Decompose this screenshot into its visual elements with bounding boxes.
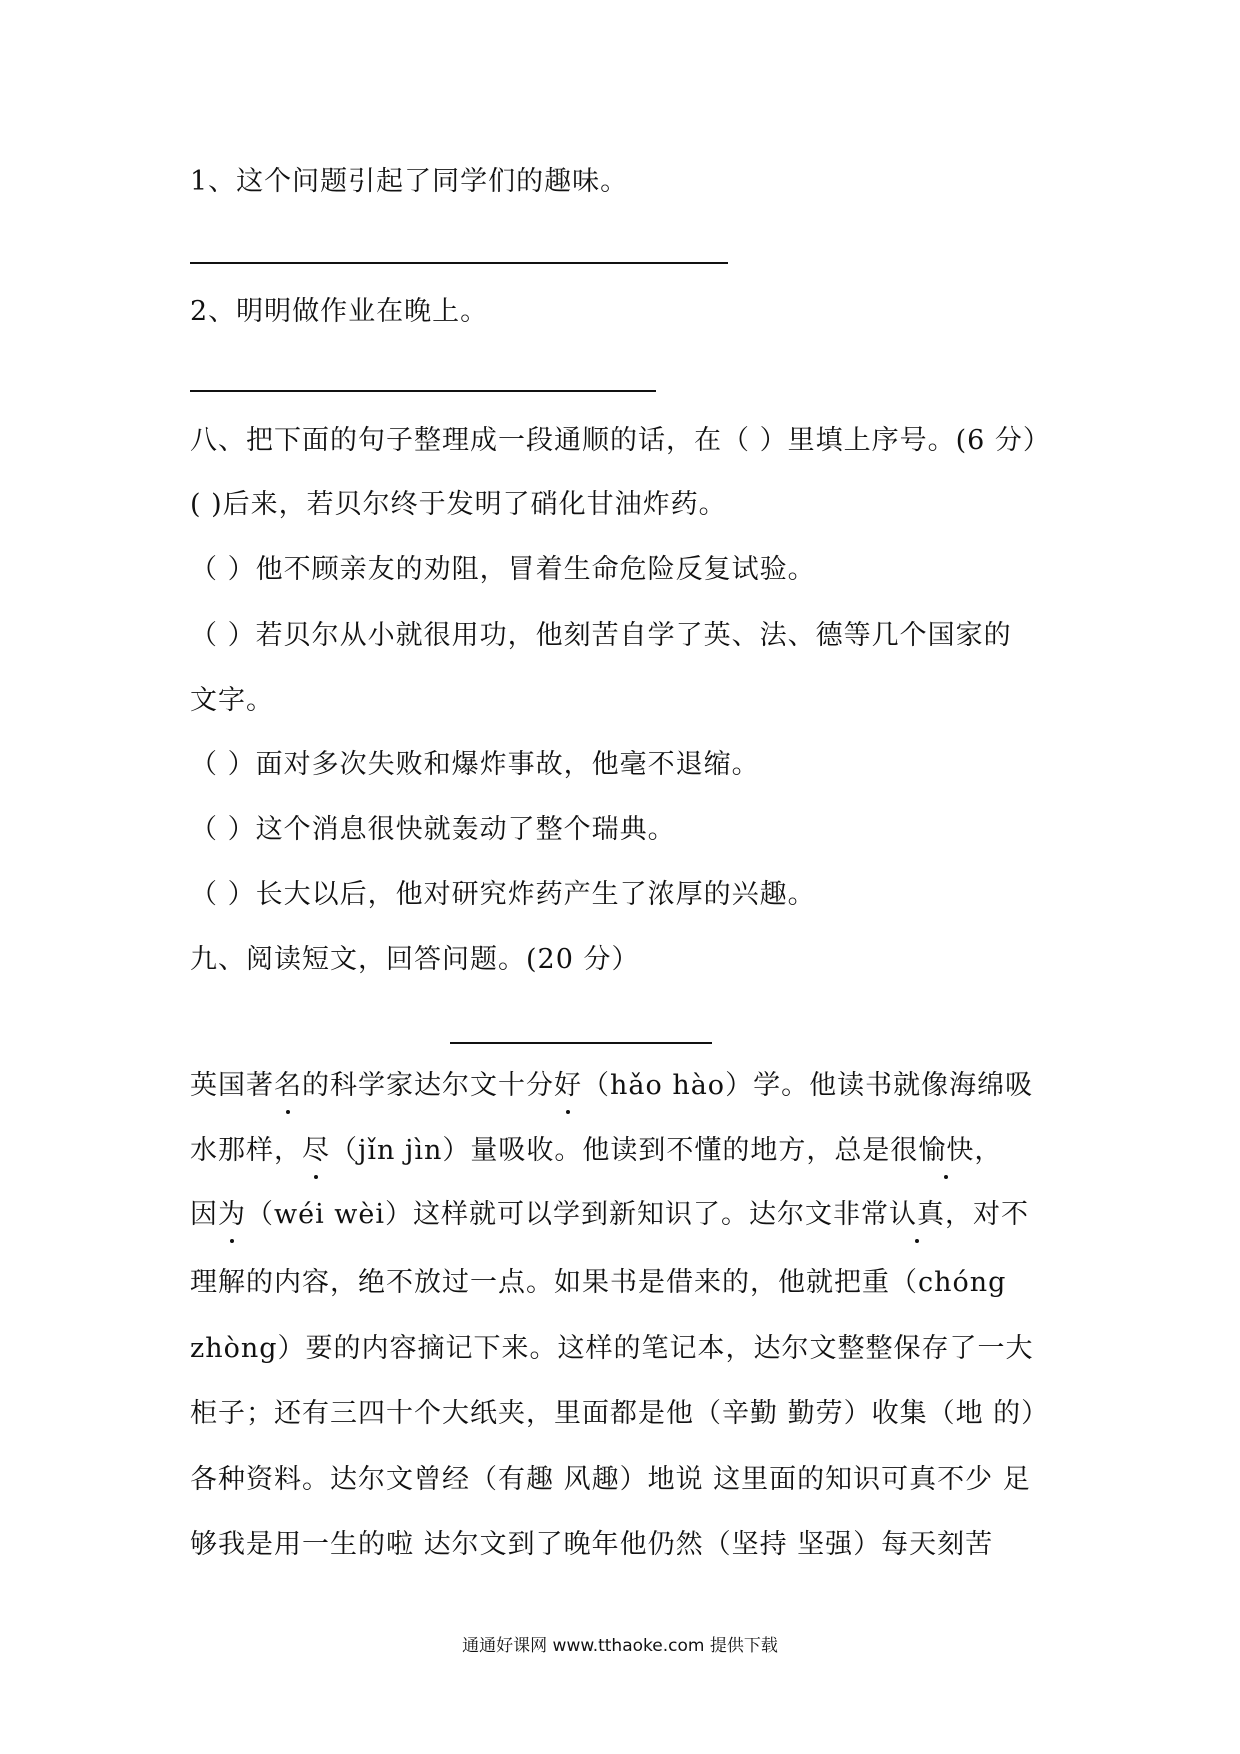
q8-item-4: （ ）面对多次失败和爆炸事故，他毫不退缩。 — [190, 749, 760, 780]
dotted-word: 愉快 — [918, 1131, 974, 1171]
q9-heading: 九、阅读短文，回答问题。(20 分） — [190, 944, 640, 975]
dotted-char: 好 — [554, 1066, 582, 1106]
text-segment: 水那样， — [190, 1135, 302, 1166]
q8-item-3-cont: 文字。 — [190, 685, 274, 716]
q7-sentence-1: 1、这个问题引起了同学们的趣味。 — [190, 166, 629, 197]
passage-line-4: 理解的内容，绝不放过一点。如果书是借来的，他就把重（chóng — [190, 1267, 1007, 1298]
passage-line-7: 各种资料。达尔文曾经（有趣 风趣）地说 这里面的知识可真不少 足 — [190, 1464, 1031, 1495]
text-segment: （wéi wèi）这样就可以学到新知识了。达尔文非常 — [246, 1199, 890, 1230]
dotted-char: 为 — [218, 1195, 246, 1235]
text-segment: ，对不 — [945, 1199, 1030, 1230]
passage-line-8: 够我是用一生的啦 达尔文到了晚年他仍然（坚持 坚强）每天刻苦 — [190, 1529, 994, 1560]
q8-item-5: （ ）这个消息很快就轰动了整个瑞典。 — [190, 814, 676, 845]
q8-heading: 八、把下面的句子整理成一段通顺的话，在（ ）里填上序号。(6 分） — [190, 425, 1051, 456]
passage-line-3 — [190, 1195, 1029, 1235]
q8-item-1: ( )后来，若贝尔终于发明了硝化甘油炸药。 — [190, 489, 727, 520]
text-segment: 因 — [190, 1199, 218, 1230]
text-segment: （jǐn jìn）量吸收。他读到不懂的地方，总是很 — [330, 1135, 919, 1166]
passage-line-1 — [190, 1066, 1033, 1106]
q8-item-2: （ ）他不顾亲友的劝阻，冒着生命危险反复试验。 — [190, 554, 816, 585]
dotted-char: 尽 — [302, 1131, 330, 1171]
text-segment: ， — [974, 1135, 1003, 1166]
dotted-char: 名 — [274, 1066, 302, 1106]
text-segment: 英国著 — [190, 1070, 274, 1101]
q8-item-3: （ ）若贝尔从小就很用功，他刻苦自学了英、法、德等几个国家的 — [190, 620, 1012, 651]
passage-line-6: 柜子；还有三四十个大纸夹，里面都是他（辛勤 勤劳）收集（地 的） — [190, 1398, 1050, 1429]
dotted-word: 认真 — [889, 1195, 945, 1235]
text-segment: （hǎo hào）学。他读书就像海绵吸 — [582, 1070, 1034, 1101]
page-footer: 通通好课网 www.tthaoke.com 提供下载 — [462, 1636, 778, 1656]
q7-sentence-2: 2、明明做作业在晚上。 — [190, 296, 489, 327]
passage-line-2 — [190, 1131, 1002, 1171]
q8-item-6: （ ）长大以后，他对研究炸药产生了浓厚的兴趣。 — [190, 879, 816, 910]
text-segment: 的科学家达尔文十分 — [302, 1070, 554, 1101]
passage-title-blank[interactable] — [450, 1042, 712, 1044]
q7-answer-line-1[interactable] — [190, 262, 728, 264]
q7-answer-line-2[interactable] — [190, 390, 656, 392]
passage-line-5: zhòng）要的内容摘记下来。这样的笔记本，达尔文整整保存了一大 — [190, 1333, 1034, 1364]
